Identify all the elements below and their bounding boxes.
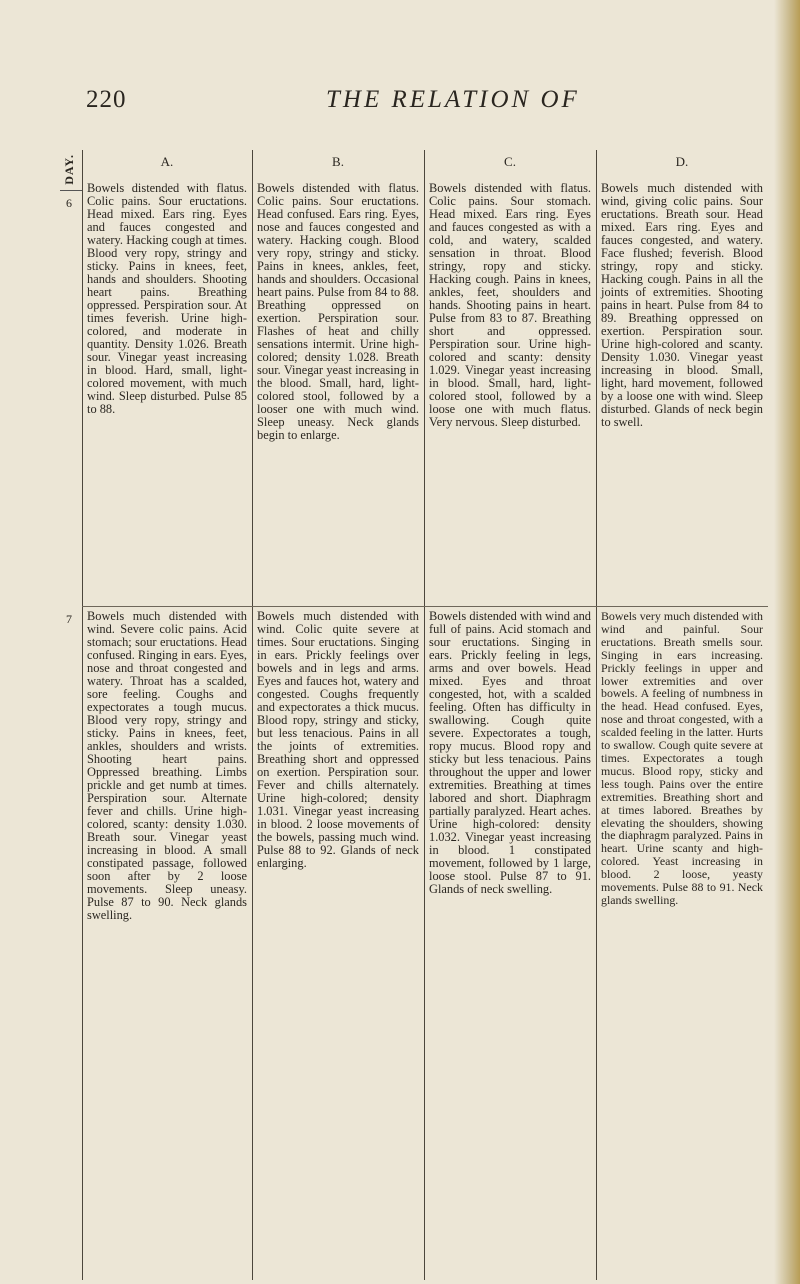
cell-day6-b: Bowels distended with flatus. Colic pains. Sour eructations. Head confused. Ears ring. Eyes, nose and fauces congested and watery. Hacking cough. Blood very ropy, stringy and sticky. Pains in knees, ankles, feet, hands and shoulders. Occasional heart pains. Pulse from 84 to 88. Breathing oppressed on exertion. Perspiration sour. Flashes of heat and chilly sensations intermit. Urine high-colored; density 1.028. Breath sour. Vinegar yeast increasing in the blood. Small, hard, light-colored stool, followed by a looser one with much wind. Sleep uneasy. Neck glands begin to enlarge.	[257, 181, 419, 442]
column-header-a: A.	[160, 154, 174, 169]
page-edge-shadow	[774, 0, 800, 1284]
symptom-table	[60, 150, 768, 1280]
page-number: 220	[86, 86, 127, 113]
day-column	[60, 150, 82, 1280]
cell-day6-c: Bowels distended with flatus. Colic pains. Sour stomach. Head mixed. Ears ring. Eyes and fauces congested as with a cold, and watery, scalded sensation in throat. Blood stringy, ropy and sticky. Hacking cough. Pains in knees, ankles, feet, shoulders and hands. Shooting pains in heart. Pulse from 83 to 87. Breathing short and oppressed. Perspiration sour. Urine high-colored and scanty: density 1.029. Vinegar yeast increasing in blood. Small, hard, light-colored stool, followed by a loose one with much flatus. Very nervous. Sleep disturbed.	[429, 181, 591, 429]
cell-day7-c: Bowels distended with wind and full of pains. Acid stomach and sour eructations. Singing in ears. Prickly feeling in legs, arms and over bowels. Head mixed. Eyes and throat congested, hot, with a scalded feeling. Often has difficulty in swallowing. Cough quite severe. Expectorates a tough, ropy mucus. Blood ropy and sticky but less tenacious. Pains throughout the upper and lower extremities. Breathing at times labored and short. Diaphragm partially paralyzed. Heart aches. Urine high-colored: density 1.032. Vinegar yeast increasing in blood. 1 constipated movement, followed by 1 large, loose stool. Pulse 87 to 91. Glands of neck swelling.	[429, 609, 591, 896]
page-header	[86, 86, 726, 126]
column-divider	[82, 150, 83, 1280]
day-number: 7	[66, 612, 72, 626]
column-header-c: C.	[504, 154, 516, 169]
day-header-rule	[60, 190, 82, 191]
running-title: THE RELATION OF	[326, 86, 580, 113]
column-divider	[424, 150, 425, 1280]
day-column-header: DAY.	[62, 154, 76, 185]
cell-day7-a: Bowels much distended with wind. Severe colic pains. Acid stomach; sour eructations. Head confused. Ringing in ears. Eyes, nose and throat congested and watery. Throat has a scalded, sore feeling. Coughs and expectorates a tough mucus. Blood very ropy, stringy and sticky. Pains in knees, feet, ankles, shoulders and wrists. Shooting heart pains. Oppressed breathing. Limbs prickle and get numb at times. Perspiration sour. Alternate fever and chills. Urine high-colored, scanty: density 1.030. Breath sour. Vinegar yeast increasing in blood. A small constipated passage, followed soon after by 2 loose movements. Sleep uneasy. Pulse 87 to 90. Neck glands swelling.	[87, 609, 248, 922]
day-number: 6	[66, 196, 72, 210]
cell-day6-a: Bowels distended with flatus. Colic pains. Sour eructations. Head mixed. Ears ring. Eyes and fauces congested and watery. Hacking cough at times. Blood very ropy, stringy and sticky. Pains in knees, feet, hands and shoulders. Shooting heart pains. Breathing oppressed. Perspiration sour. At times feverish. Urine high-colored, and moderate in quantity. Density 1.026. Breath sour. Vinegar yeast increasing in blood. Hard, small, light-colored movement, with much wind. Sleep disturbed. Pulse 85 to 88.	[87, 181, 247, 416]
row-divider	[82, 606, 768, 607]
column-header-b: B.	[332, 154, 344, 169]
column-divider	[596, 150, 597, 1280]
column-divider	[252, 150, 253, 1280]
cell-day7-d: Bowels very much distended with wind and painful. Sour eructations. Breath smells sour. Singing in ears increasing. Prickly feelings in upper and lower extremities and over bowels. A feeling of numbness in the head. Head confused. Eyes, nose and throat congested, with a scalded feeling in the latter. Hurts to swallow. Cough quite severe at times. Expectorates a tough mucus. Blood ropy, sticky and less tough. Pains over the entire extremities. Breathing short and at times labored. Breathes by elevating the shoulders, showing the diaphragm paralyzed. Pains in heart. Urine scanty and high-colored. Yeast increasing in blood. 2 loose, yeasty movements. Pulse 88 to 91. Neck glands swelling.	[601, 609, 763, 907]
cell-day6-d: Bowels much distended with wind, giving colic pains. Sour eructations. Breath sour. Head mixed. Ears ring. Eyes and fauces congested, and watery. Face flushed; feverish. Blood stringy, ropy and sticky. Hacking cough. Pains in all the joints of extremities. Shooting pains in heart. Pulse from 84 to 89. Breathing oppressed on exertion. Perspiration sour. Urine high-colored and scanty. Density 1.030. Vinegar yeast increasing in blood. Small, light, hard movement, followed by a loose one with wind. Sleep disturbed. Glands of neck begin to swell.	[601, 181, 763, 429]
column-header-d: D.	[675, 154, 689, 169]
cell-day7-b: Bowels much distended with wind. Colic quite severe at times. Sour eructations. Singing in ears. Prickly feelings over bowels and in legs and arms. Eyes and fauces hot, watery and congested. Coughs frequently and expectorates a thick mucus. Blood ropy, stringy and sticky, but less tenacious. Pains in all the joints of extremities. Breathing short and oppressed on exertion. Perspiration sour. Fever and chills alternately. Urine high-colored; density 1.031. Vinegar yeast increasing in blood. 2 loose movements of the bowels, passing much wind. Pulse 88 to 92. Glands of neck enlarging.	[257, 609, 419, 870]
